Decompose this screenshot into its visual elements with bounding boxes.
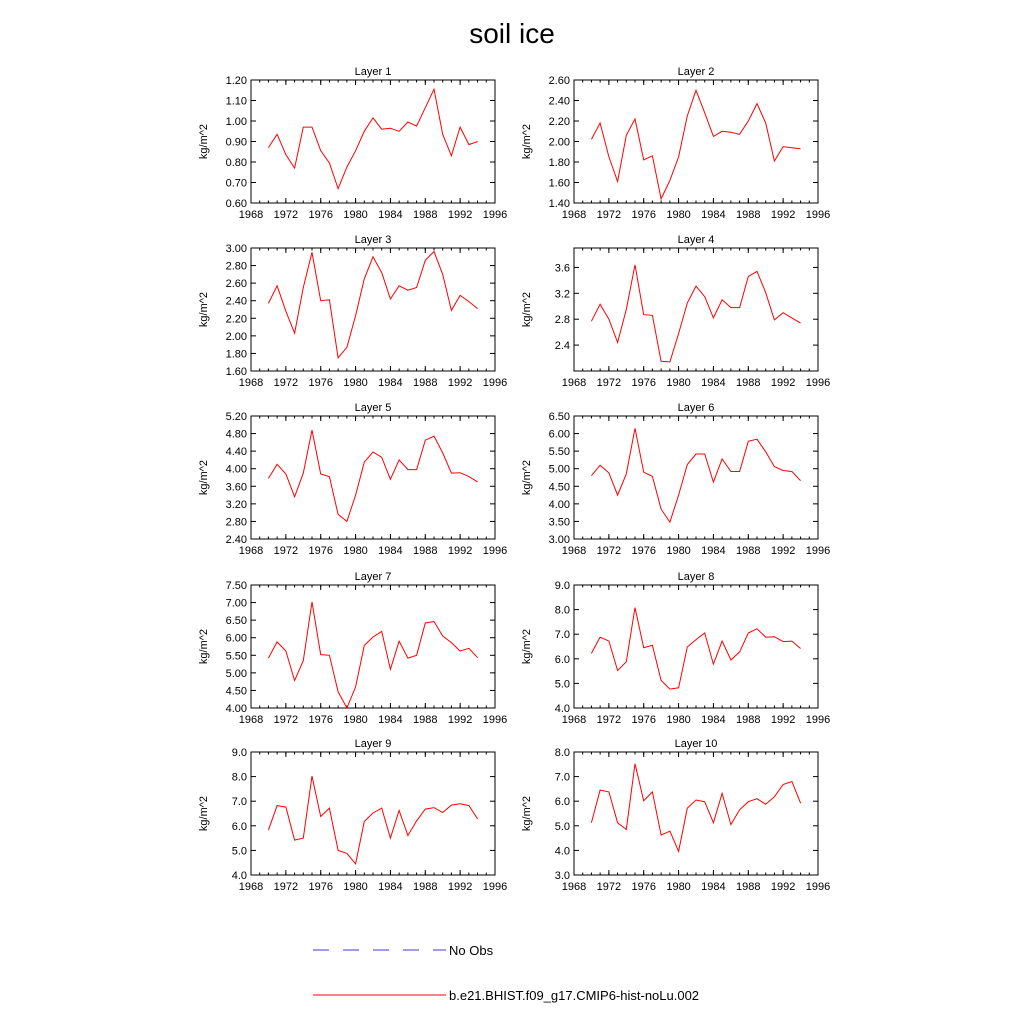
x-tick-label: 1972 — [273, 545, 299, 557]
y-tick-label: 0.60 — [225, 198, 247, 210]
y-tick-label: 4.50 — [225, 685, 247, 698]
x-tick-label: 1980 — [666, 881, 691, 893]
y-tick-label: 6.00 — [225, 632, 247, 645]
y-tick-label: 2.20 — [548, 116, 570, 128]
x-tick-label: 1984 — [701, 377, 726, 389]
legend-no-obs-label: No Obs — [449, 943, 494, 958]
figure-title: soil ice — [469, 18, 555, 49]
x-tick-label: 1980 — [343, 714, 368, 726]
x-tick-label: 1972 — [596, 714, 622, 726]
x-tick-label: 1980 — [666, 545, 691, 557]
panel-8 — [521, 571, 830, 726]
y-tick-label: 8.0 — [231, 771, 247, 784]
y-tick-label: 9.0 — [231, 747, 247, 759]
x-tick-label: 1972 — [596, 545, 622, 557]
y-axis-label: kg/m^2 — [521, 123, 533, 160]
x-tick-label: 1996 — [482, 714, 508, 726]
y-tick-label: 8.0 — [554, 747, 570, 759]
y-tick-label: 0.70 — [225, 177, 247, 190]
x-tick-label: 1976 — [308, 714, 333, 726]
panel-9 — [198, 738, 507, 893]
x-tick-label: 1980 — [666, 209, 691, 221]
y-tick-label: 4.00 — [225, 463, 247, 476]
x-tick-label: 1976 — [308, 377, 333, 389]
x-tick-label: 1972 — [273, 714, 299, 726]
x-tick-label: 1992 — [770, 545, 796, 557]
panel-10 — [521, 738, 830, 893]
y-tick-label: 1.60 — [548, 177, 570, 190]
x-tick-label: 1968 — [561, 209, 587, 221]
y-tick-label: 2.60 — [225, 278, 247, 291]
y-tick-label: 4.0 — [231, 870, 247, 882]
x-tick-label: 1996 — [482, 377, 508, 389]
y-tick-label: 1.60 — [225, 366, 247, 378]
x-tick-label: 1976 — [308, 881, 333, 893]
x-tick-label: 1992 — [770, 714, 796, 726]
panel-title: Layer 4 — [677, 234, 715, 246]
x-tick-label: 1984 — [378, 209, 403, 221]
x-tick-label: 1992 — [447, 377, 473, 389]
panel-6 — [521, 402, 830, 557]
panel-title: Layer 3 — [354, 234, 392, 246]
x-tick-label: 1972 — [596, 209, 622, 221]
panel-title: Layer 1 — [354, 66, 392, 78]
x-tick-label: 1996 — [805, 881, 831, 893]
x-tick-label: 1988 — [413, 209, 438, 221]
y-axis-label: kg/m^2 — [521, 291, 533, 328]
x-tick-label: 1996 — [805, 545, 831, 557]
y-tick-label: 4.40 — [225, 446, 247, 459]
panel-1 — [198, 66, 507, 221]
x-tick-label: 1976 — [631, 714, 656, 726]
y-tick-label: 2.40 — [548, 95, 570, 108]
x-tick-label: 1992 — [447, 545, 473, 557]
x-tick-label: 1980 — [343, 377, 368, 389]
series-line — [268, 776, 477, 864]
y-tick-label: 7.00 — [225, 597, 247, 610]
y-tick-label: 8.0 — [554, 604, 570, 617]
legend — [313, 943, 699, 1003]
series-line — [268, 252, 477, 358]
series-line — [268, 89, 477, 188]
x-tick-label: 1984 — [378, 377, 403, 389]
panel-3 — [198, 234, 507, 389]
panel-title: Layer 2 — [677, 66, 715, 78]
y-axis-label: kg/m^2 — [198, 123, 210, 160]
y-tick-label: 2.80 — [225, 260, 247, 273]
x-tick-label: 1980 — [666, 714, 691, 726]
y-tick-label: 0.80 — [225, 157, 247, 169]
x-tick-label: 1980 — [666, 377, 691, 389]
panel-title: Layer 5 — [354, 402, 392, 414]
y-tick-label: 1.80 — [548, 157, 570, 169]
x-tick-label: 1996 — [482, 881, 508, 893]
y-tick-label: 3.2 — [554, 288, 570, 301]
y-tick-label: 3.50 — [548, 516, 570, 529]
y-tick-label: 1.20 — [225, 75, 247, 87]
y-tick-label: 7.0 — [554, 629, 570, 642]
x-tick-label: 1984 — [701, 714, 726, 726]
y-axis-label: kg/m^2 — [198, 628, 210, 665]
x-tick-label: 1996 — [482, 545, 508, 557]
x-tick-label: 1984 — [701, 209, 726, 221]
x-tick-label: 1988 — [736, 377, 761, 389]
y-tick-label: 3.6 — [554, 262, 570, 275]
x-tick-label: 1996 — [805, 209, 831, 221]
x-tick-label: 1968 — [238, 209, 264, 221]
y-tick-label: 7.0 — [231, 796, 247, 809]
y-tick-label: 6.0 — [231, 820, 247, 833]
x-tick-label: 1980 — [343, 209, 368, 221]
x-tick-label: 1988 — [736, 545, 761, 557]
y-tick-label: 2.60 — [548, 75, 570, 87]
panel-2 — [521, 66, 830, 221]
y-tick-label: 3.60 — [225, 481, 247, 494]
series-line — [591, 90, 800, 199]
x-tick-label: 1984 — [378, 881, 403, 893]
y-tick-label: 1.10 — [225, 95, 247, 108]
y-tick-label: 9.0 — [554, 580, 570, 592]
x-tick-label: 1988 — [413, 545, 438, 557]
y-tick-label: 0.90 — [225, 136, 247, 149]
x-tick-label: 1988 — [736, 209, 761, 221]
series-line — [268, 430, 477, 521]
panel-7 — [198, 571, 507, 726]
y-tick-label: 5.20 — [225, 411, 247, 423]
y-tick-label: 5.0 — [231, 845, 247, 858]
y-tick-label: 2.80 — [225, 516, 247, 529]
y-axis-label: kg/m^2 — [521, 795, 533, 832]
y-tick-label: 6.00 — [548, 428, 570, 441]
x-tick-label: 1968 — [238, 545, 264, 557]
x-tick-label: 1976 — [631, 881, 656, 893]
y-tick-label: 2.4 — [554, 340, 570, 353]
x-tick-label: 1972 — [273, 881, 299, 893]
x-tick-label: 1984 — [701, 545, 726, 557]
x-tick-label: 1968 — [238, 881, 264, 893]
y-tick-label: 4.50 — [548, 481, 570, 494]
y-axis-label: kg/m^2 — [198, 459, 210, 496]
legend-model-label: b.e21.BHIST.f09_g17.CMIP6-hist-noLu.002 — [449, 988, 700, 1003]
y-tick-label: 5.50 — [225, 650, 247, 663]
x-tick-label: 1980 — [343, 545, 368, 557]
x-tick-label: 1996 — [805, 714, 831, 726]
x-tick-label: 1992 — [770, 209, 796, 221]
x-tick-label: 1968 — [238, 377, 264, 389]
y-axis-label: kg/m^2 — [521, 459, 533, 496]
panel-title: Layer 10 — [674, 738, 718, 750]
plot-frame — [251, 80, 495, 203]
x-tick-label: 1988 — [413, 714, 438, 726]
y-tick-label: 5.0 — [554, 678, 570, 691]
series-line — [591, 265, 800, 362]
y-tick-label: 6.50 — [548, 411, 570, 423]
y-tick-label: 3.00 — [548, 534, 570, 546]
x-tick-label: 1988 — [736, 881, 761, 893]
x-tick-label: 1996 — [805, 377, 831, 389]
y-tick-label: 4.0 — [554, 703, 570, 715]
x-tick-label: 1992 — [770, 881, 796, 893]
panel-title: Layer 6 — [677, 402, 715, 414]
x-tick-label: 1968 — [561, 714, 587, 726]
y-tick-label: 1.40 — [548, 198, 570, 210]
panel-title: Layer 8 — [677, 571, 715, 583]
y-tick-label: 3.00 — [225, 243, 247, 255]
y-tick-label: 4.80 — [225, 428, 247, 441]
plot-frame — [251, 585, 495, 708]
plot-frame — [574, 752, 818, 875]
panel-5 — [198, 402, 507, 557]
plot-frame — [251, 248, 495, 371]
y-tick-label: 4.00 — [225, 703, 247, 715]
y-tick-label: 1.00 — [225, 116, 247, 128]
y-tick-label: 6.0 — [554, 796, 570, 809]
x-tick-label: 1968 — [561, 545, 587, 557]
x-tick-label: 1980 — [343, 881, 368, 893]
y-axis-label: kg/m^2 — [198, 291, 210, 328]
x-tick-label: 1984 — [378, 714, 403, 726]
x-tick-label: 1992 — [447, 714, 473, 726]
y-tick-label: 7.0 — [554, 771, 570, 784]
series-line — [268, 602, 477, 708]
y-tick-label: 4.00 — [548, 498, 570, 511]
x-tick-label: 1988 — [736, 714, 761, 726]
x-tick-label: 1988 — [413, 377, 438, 389]
x-tick-label: 1972 — [596, 881, 622, 893]
x-tick-label: 1968 — [561, 377, 587, 389]
x-tick-label: 1972 — [273, 377, 299, 389]
y-axis-label: kg/m^2 — [198, 795, 210, 832]
y-tick-label: 5.00 — [548, 463, 570, 476]
y-tick-label: 5.0 — [554, 820, 570, 833]
x-tick-label: 1992 — [447, 881, 473, 893]
y-tick-label: 7.50 — [225, 580, 247, 592]
series-line — [591, 428, 800, 522]
x-tick-label: 1992 — [447, 209, 473, 221]
x-tick-label: 1972 — [596, 377, 622, 389]
panel-title: Layer 9 — [354, 738, 392, 750]
plot-frame — [574, 248, 818, 371]
x-tick-label: 1976 — [308, 545, 333, 557]
x-tick-label: 1968 — [561, 881, 587, 893]
x-tick-label: 1984 — [378, 545, 403, 557]
y-tick-label: 6.50 — [225, 615, 247, 628]
y-tick-label: 5.00 — [225, 667, 247, 680]
x-tick-label: 1976 — [308, 209, 333, 221]
x-tick-label: 1972 — [273, 209, 299, 221]
y-axis-label: kg/m^2 — [521, 628, 533, 665]
y-tick-label: 1.80 — [225, 348, 247, 361]
x-tick-label: 1988 — [413, 881, 438, 893]
y-tick-label: 2.20 — [225, 313, 247, 326]
x-tick-label: 1976 — [631, 545, 656, 557]
y-tick-label: 5.50 — [548, 446, 570, 459]
y-tick-label: 2.8 — [554, 314, 570, 327]
plot-frame — [574, 80, 818, 203]
panel-4 — [521, 234, 830, 389]
x-tick-label: 1984 — [701, 881, 726, 893]
x-tick-label: 1968 — [238, 714, 264, 726]
y-tick-label: 2.00 — [225, 330, 247, 343]
y-tick-label: 2.40 — [225, 534, 247, 546]
y-tick-label: 4.0 — [554, 845, 570, 858]
y-tick-label: 2.00 — [548, 136, 570, 149]
x-tick-label: 1992 — [770, 377, 796, 389]
panel-title: Layer 7 — [354, 571, 392, 583]
series-line — [591, 608, 800, 690]
panels — [198, 66, 830, 893]
y-tick-label: 6.0 — [554, 653, 570, 666]
y-tick-label: 3.0 — [554, 870, 570, 882]
x-tick-label: 1976 — [631, 209, 656, 221]
y-tick-label: 3.20 — [225, 498, 247, 511]
x-tick-label: 1976 — [631, 377, 656, 389]
x-tick-label: 1996 — [482, 209, 508, 221]
y-tick-label: 2.40 — [225, 295, 247, 308]
series-line — [591, 764, 800, 852]
